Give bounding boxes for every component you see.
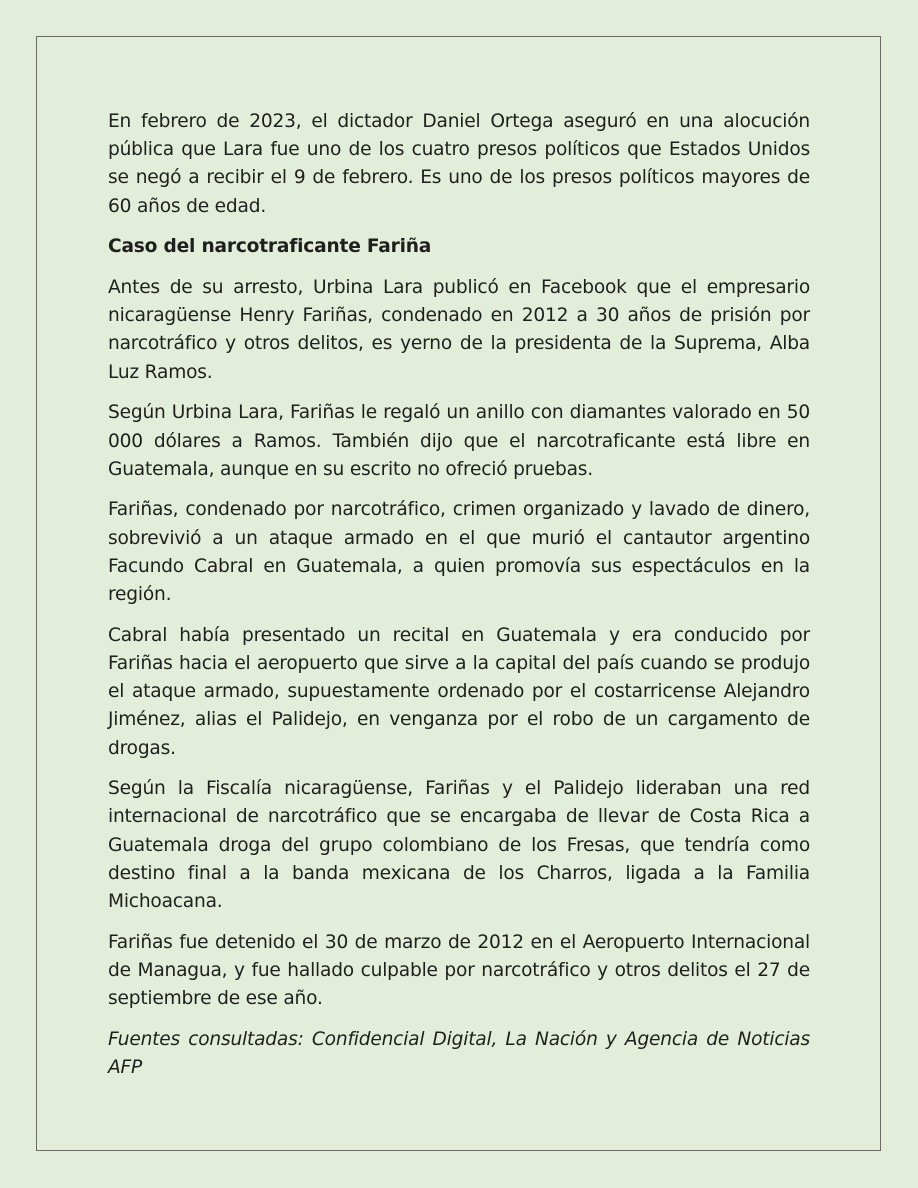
- paragraph-trafficking-network: Según la Fiscalía nicaragüense, Fariñas y el Palidejo lideraban una red internacional de narcotráfico que se encargaba de llevar de Costa Rica a Guatemala droga del grupo colombiano de los Fresas, que tendría como destino final a la banda mexicana de los Charros, ligada a la Familia Michoacana.: [108, 778, 810, 913]
- article-body: [108, 108, 810, 1095]
- paragraph-arrest: Fariñas fue detenido el 30 de marzo de 2012 en el Aeropuerto Internacional de Managua, y fue hallado culpable por narcotráfico y otros delitos el 27 de septiembre de ese año.: [108, 931, 810, 1010]
- paragraph-diamond-ring: Según Urbina Lara, Fariñas le regaló un anillo con diamantes valorado en 50 000 dólares a Ramos. También dijo que el narcotraficante está libre en Guatemala, aunque en su escrito no ofreció pruebas.: [108, 402, 810, 480]
- paragraph-armed-attack: Fariñas, condenado por narcotráfico, crimen organizado y lavado de dinero, sobrevivió a un ataque armado en el que murió el cantautor argentino Facundo Cabral en Guatemala, a quien promovía sus espectáculos en la región.: [108, 499, 810, 606]
- paragraph-facebook-post: Antes de su arresto, Urbina Lara publicó en Facebook que el empresario nicaragüense Henry Fariñas, condenado en 2012 a 30 años de prisión por narcotráfico y otros delitos, es yerno de la presidenta de la Suprema, Alba Luz Ramos.: [108, 277, 810, 383]
- paragraph-ortega-statement: En febrero de 2023, el dictador Daniel Ortega aseguró en una alocución pública que Lara fue uno de los cuatro presos políticos que Estados Unidos se negó a recibir el 9 de febrero. Es uno de los presos políticos mayores de 60 años de edad.: [108, 111, 810, 217]
- sources-note: Fuentes consultadas: Confidencial Digital, La Nación y Agencia de Noticias AFP: [108, 1028, 810, 1079]
- section-heading: Caso del narcotraficante Fariña: [108, 236, 432, 258]
- paragraph-cabral-recital: Cabral había presentado un recital en Guatemala y era conducido por Fariñas hacia el aeropuerto que sirve a la capital del país cuando se produjo el ataque armado, supuestamente ordenado por el costarricense Alejandro Jiménez, alias el Palidejo, en venganza por el robo de un cargamento de drogas.: [108, 624, 810, 759]
